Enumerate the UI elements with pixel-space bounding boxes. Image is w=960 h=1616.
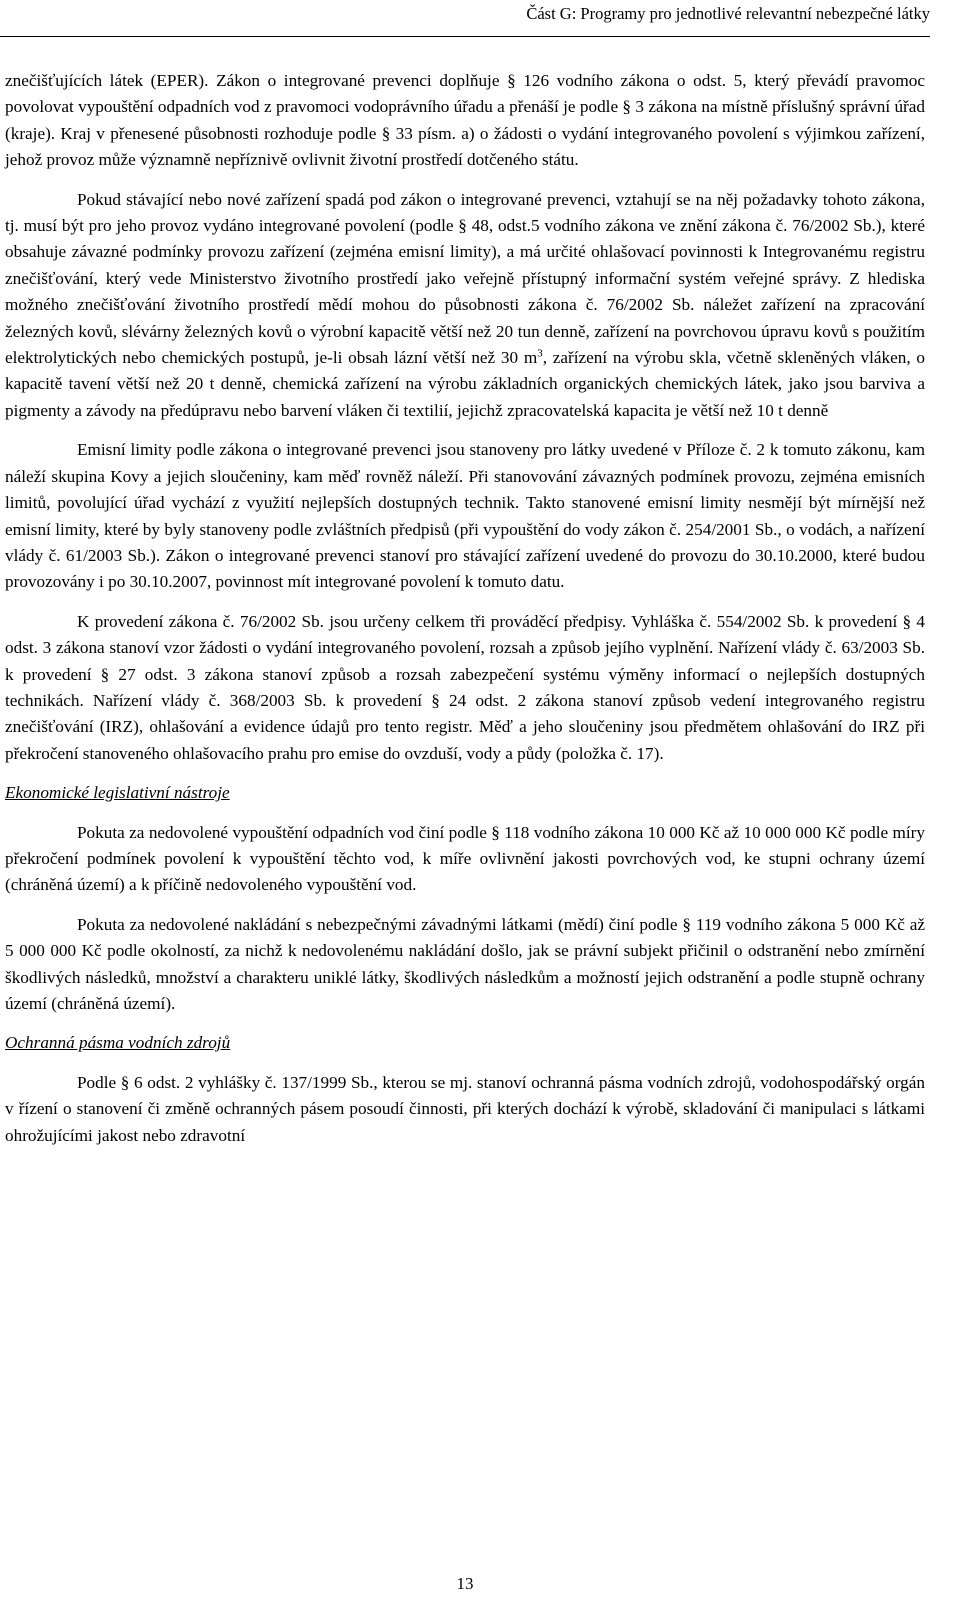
header-divider	[0, 36, 930, 37]
paragraph-fine-hazardous: Pokuta za nedovolené nakládání s nebezpečnými závadnými látkami (mědí) činí podle § 119 vodního zákona 5 000 Kč až 5 000 000 Kč podle okolností, za nichž k nedovolenému nakládání došlo, jak se právní subjekt přičinil o odstranění nebo zmírnění škodlivých následků, množství a charakteru uniklé látky, škodlivých následkům a možností jejich odstranění a podle stupně ochrany území (chráněná území).	[5, 914, 925, 1013]
paragraph-text: Pokud stávající nebo nové zařízení spadá pod zákon o integrované prevenci, vztahují se na něj požadavky tohoto zákona, tj. musí být pro jeho provoz vydáno integrované povolení (podle § 48, odst.5 vodního zákona ve znění zákona č. 76/2002 Sb.), které obsahuje závazné podmínky provozu zařízení (zejména emisní limity), a má určité ohlašovací povinnosti k Integrovanému registru znečišťování, který vede Ministerstvo životního prostředí jako veřejně přístupný informační systém veřejné správy. Z hlediska možného znečišťování životního prostředí mědí mohou do působnosti zákona č. 76/2002 Sb. náležet zařízení na zpracování železných kovů, slévárny železných kovů o výrobní kapacitě větší než 20 tun denně, zařízení na povrchovou úpravu kovů s použitím elektrolytických nebo chemických postupů, je-li obsah lázní větší než 30 m	[5, 189, 925, 368]
paragraph-protection-zones: Podle § 6 odst. 2 vyhlášky č. 137/1999 Sb., kterou se mj. stanoví ochranná pásma vodních zdrojů, vodohospodářský orgán v řízení o stanovení či změně ochranných pásem posoudí činnosti, při kterých dochází k výrobě, skladování či manipulaci s látkami ohrožujícími jakost nebo zdravotní	[5, 1072, 925, 1145]
paragraph-fine-discharge: Pokuta za nedovolené vypouštění odpadních vod činí podle § 118 vodního zákona 10 000 Kč až 10 000 000 Kč podle míry překročení podmínek povolení k vypouštění těchto vod, k míře ovlivnění jakosti povrchových vod, ke stupni ochrany území (chráněná území) a k příčině nedovoleného vypouštění vod.	[5, 822, 925, 895]
superscript-cubic: 3	[537, 347, 543, 360]
paragraph-implementing-regulations: K provedení zákona č. 76/2002 Sb. jsou určeny celkem tři prováděcí předpisy. Vyhláška č. 554/2002 Sb. k provedení § 4 odst. 3 zákona stanoví vzor žádosti o vydání integrovaného povolení, rozsah a způsob jejího vyplnění. Nařízení vlády č. 63/2003 Sb. k provedení § 27 odst. 3 zákona stanoví způsob a rozsah zabezpečení systému výměny informací o nejlepších dostupných technikách. Nařízení vlády č. 368/2003 Sb. k provedení § 24 odst. 2 zákona stanoví způsob vedení integrovaného registru znečišťování (IRZ), ohlašování a evidence údajů pro tento registr. Měď a jeho sloučeniny jsou předmětem ohlašování do IRZ při překročení stanoveného ohlašovacího prahu pro emise do ovzduší, vody a půdy (položka č. 17).	[5, 611, 925, 763]
paragraph-text-continued: , zařízení na výrobu skla, včetně skleněných vláken, o kapacitě tavení větší než 20 t denně, chemická zařízení na výrobu základních organických chemických látek, jako jsou barviva a pigmenty a závody na předúpravu nebo barvení vláken či textilií, jejichž zpracovatelská kapacita je větší než 10 t denně	[5, 348, 925, 420]
section-title-economic: Ekonomické legislativní nástroje	[5, 783, 230, 803]
document-body	[5, 68, 925, 1162]
running-header: Část G: Programy pro jednotlivé relevantní nebezpečné látky	[526, 4, 930, 23]
paragraph-emission-limits: Emisní limity podle zákona o integrované prevenci jsou stanoveny pro látky uvedené v Příloze č. 2 k tomuto zákonu, kam náleží skupina Kovy a jejich sloučeniny, kam měď rovněž náleží. Při stanovování závazných podmínek provozu, zejména emisních limitů, povolující úřad vychází z využití nejlepších dostupných technik. Takto stanovené emisní limity nesmějí být mírnější než emisní limity, které by byly stanoveny podle zvláštních předpisů (při vypouštění do vody zákon č. 254/2001 Sb., o vodách, a nařízení vlády č. 61/2003 Sb.). Zákon o integrované prevenci stanoví pro stávající zařízení uvedené do provozu do 30.10.2000, které budou provozovány i po 30.10.2007, povinnost mít integrované povolení k tomuto datu.	[5, 440, 925, 592]
page-number: 13	[456, 1574, 474, 1593]
section-title-protection: Ochranná pásma vodních zdrojů	[5, 1033, 231, 1053]
paragraph-eper: znečišťujících látek (EPER). Zákon o integrované prevenci doplňuje § 126 vodního zákona o odst. 5, který převádí pravomoc povolovat vypouštění odpadních vod z pravomoci vodoprávního úřadu a přenáší je podle § 3 zákona na místně příslušný správní úřad (kraje). Kraj v přenesené působnosti rozhoduje podle § 33 písm. a) o žádosti o vydání integrovaného povolení s výjimkou zařízení, jehož provoz může významně nepříznivě ovlivnit životní prostředí dotčeného státu.	[5, 71, 925, 170]
paragraph-integrated-prevention	[5, 187, 925, 425]
